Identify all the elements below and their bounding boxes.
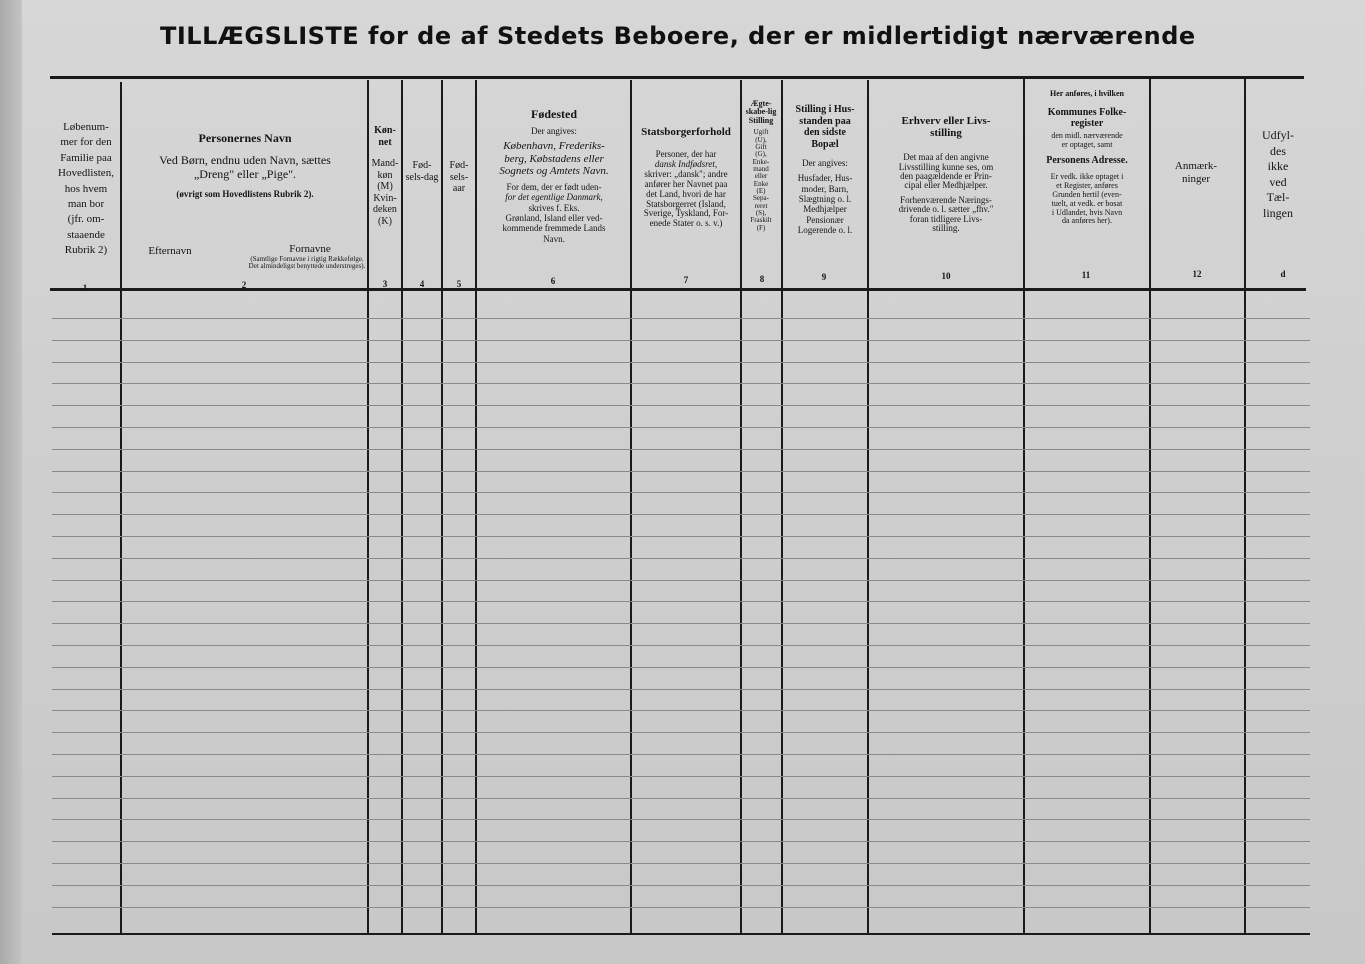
col2-sub-firstnames: Fornavne	[289, 243, 331, 255]
col8-line: Fraskilt	[750, 216, 772, 225]
col-number: d	[1280, 269, 1286, 279]
col7-line: Personer, der har	[655, 149, 717, 160]
entry-row-rule	[52, 405, 1310, 406]
col6-line: berg, Købstadens eller	[504, 152, 604, 165]
col11-line: Grunden hertil (even-	[1052, 189, 1122, 199]
col13-line: des	[1270, 143, 1286, 158]
col7-line: det Land, hvori de har	[646, 188, 726, 199]
divider-9	[867, 80, 869, 934]
entry-row-rule	[52, 536, 1310, 537]
col1-line: Hovedlisten,	[58, 167, 114, 180]
col13-line: ikke	[1267, 159, 1289, 174]
entry-row-rule	[52, 383, 1310, 384]
col9-line: Husfader, Hus-	[797, 173, 853, 184]
entry-row-rule	[52, 776, 1310, 777]
entry-row-rule	[52, 471, 1310, 472]
col-number: 7	[683, 275, 689, 285]
col8-line: Enke-	[752, 157, 770, 166]
col3-line: køn	[377, 169, 393, 181]
col-number: 12	[1192, 269, 1202, 279]
col10-line: den paagældende er Prin-	[900, 170, 992, 181]
col1-header	[53, 120, 119, 259]
col13-line: ved	[1269, 174, 1287, 189]
divider-1	[120, 82, 122, 934]
col8-line: (G),	[755, 150, 767, 159]
col6-line: skrives f. Eks.	[528, 202, 580, 213]
col2-sub-surname: Efternavn	[148, 245, 192, 257]
entry-row-rule	[52, 427, 1310, 428]
col6-line: Sognets og Amtets Navn.	[499, 165, 609, 178]
col11-mid: den midl. nærværende	[1051, 130, 1123, 140]
col7-line: dansk Indfødsret,	[654, 158, 718, 169]
col7-line: Sverige, Tyskland, For-	[643, 208, 729, 219]
col-number: 4	[419, 279, 425, 289]
col2-sub-firstnames-note: (Samtlige Fornavne i rigtig Rækkefølge. Det almindeligst benyttede understreges).	[248, 255, 366, 270]
col5-heading: Fød-sels-aar	[449, 160, 469, 194]
col7-line: anfører her Navnet paa	[644, 178, 728, 189]
col-number: 9	[821, 272, 827, 282]
divider-4	[441, 80, 443, 934]
col10-line: drivende o. l. sætter „fhv."	[898, 204, 994, 215]
col7-heading: Statsborgerforhold	[641, 126, 731, 138]
col9-sub: Der angives:	[802, 158, 848, 168]
col8-line: eller	[754, 172, 768, 181]
col6-line: København, Frederiks-	[503, 140, 605, 153]
form-title: TILLÆGSLISTE for de af Stedets Beboere, der er midlertidigt nærværende	[160, 22, 1196, 50]
col-number: 6	[550, 276, 556, 286]
col8-line: (U),	[755, 135, 767, 144]
entry-row-rule	[52, 907, 1310, 908]
col7-line: Statsborgerret (Island,	[646, 198, 726, 209]
entry-row-rule	[52, 667, 1310, 668]
col13-line: Udfyl-	[1262, 128, 1294, 142]
entry-row-rule	[52, 318, 1310, 319]
entry-row-rule	[52, 863, 1310, 864]
entry-row-rule	[52, 754, 1310, 755]
col6-heading: Fødested	[531, 107, 577, 121]
col7-line: enede Stater o. s. v.)	[649, 218, 723, 229]
col8-line: mand	[753, 164, 769, 173]
col-number: 11	[1081, 270, 1091, 280]
col3-heading: Køn-net	[374, 125, 396, 148]
entry-row-rule	[52, 558, 1310, 559]
col3-header	[369, 125, 401, 227]
col11-heading: Personens Adresse.	[1046, 155, 1128, 167]
col10-line: foran tidligere Livs-	[909, 213, 983, 224]
col11-heading: register	[1070, 117, 1104, 129]
col8-line: Ugift	[753, 128, 769, 137]
table-bottom-rule	[52, 933, 1310, 935]
col9-line: Pensionær	[806, 214, 844, 225]
col9-line: Slægtning o. l.	[798, 194, 852, 205]
col10-line: cipal eller Medhjælper.	[904, 180, 988, 191]
col11-line: Er vedk. ikke optaget i	[1050, 172, 1124, 182]
col-number: 8	[759, 274, 765, 284]
col1-line: (jfr. om-	[67, 213, 105, 226]
col11-line: et Register, anføres	[1056, 181, 1118, 191]
col3-line: (M)	[377, 181, 393, 192]
col13-line: Tæl-	[1266, 190, 1290, 205]
col10-line: stilling.	[932, 223, 960, 234]
col8-line: (F)	[756, 223, 766, 232]
col2-note2: „Dreng" eller „Pige".	[193, 166, 297, 181]
col9-line: moder, Barn,	[801, 183, 849, 194]
col6-header	[478, 108, 630, 244]
entry-row-rule	[52, 362, 1310, 363]
col6-sub: Der angives:	[531, 125, 577, 136]
entry-row-rule	[52, 623, 1310, 624]
col11-heading: Kommunes Folke-	[1047, 106, 1127, 118]
entry-row-rule	[52, 449, 1310, 450]
divider-3	[401, 80, 403, 934]
col12-heading: Anmærk-ninger	[1174, 160, 1218, 185]
entry-row-rule	[52, 689, 1310, 690]
col13-line: lingen	[1263, 205, 1293, 220]
col6-line: Navn.	[543, 233, 565, 244]
col1-line: staaende	[67, 228, 105, 241]
divider-11	[1149, 76, 1151, 934]
header-top-rule	[50, 76, 1304, 79]
entry-row-rule	[52, 340, 1310, 341]
col2-heading: Personernes Navn	[198, 131, 292, 145]
col9-header	[783, 104, 867, 235]
col1-line: Familie paa	[60, 151, 112, 164]
col1-line: man bor	[67, 197, 105, 210]
divider-12	[1244, 76, 1246, 934]
col6-line: kommende fremmede Lands	[502, 223, 606, 234]
col11-header	[1026, 90, 1148, 226]
col11-line: da anføres her).	[1062, 216, 1112, 226]
col3-line: Kvin-	[373, 192, 397, 204]
col10-line: Forhenværende Nærings-	[900, 194, 992, 205]
col9-heading: den sidste	[804, 127, 846, 138]
col8-line: (S),	[755, 208, 767, 217]
col4-heading: Fød-sels-dag	[405, 160, 439, 183]
entry-row-rule	[52, 732, 1310, 733]
entry-row-rule	[52, 601, 1310, 602]
col2-header	[125, 132, 365, 200]
col11-top: Her anføres, i hvilken	[1050, 89, 1124, 98]
col-number: 1	[82, 283, 88, 293]
col13-header	[1248, 128, 1308, 222]
col7-header	[632, 126, 740, 229]
col2-note1: Ved Børn, endnu uden Navn, sættes	[159, 152, 331, 167]
col6-line: For dem, der er født uden-	[506, 182, 602, 193]
col-number: 5	[456, 279, 462, 289]
entry-row-rule	[52, 645, 1310, 646]
col10-header	[870, 116, 1022, 234]
entry-row-rule	[52, 492, 1310, 493]
col9-heading: Stilling i Hus-	[795, 104, 855, 115]
col-number: 3	[382, 279, 388, 289]
col3-line: (K)	[378, 215, 392, 227]
col2-note3: (øvrigt som Hovedlistens Rubrik 2).	[176, 189, 314, 200]
col8-line: (E)	[756, 186, 766, 195]
col8-line: Gift	[755, 142, 767, 151]
entry-row-rule	[52, 885, 1310, 886]
col1-line: hos hvem	[64, 182, 108, 195]
divider-10	[1023, 76, 1025, 934]
entry-row-rule	[52, 798, 1310, 799]
entry-row-rule	[52, 841, 1310, 842]
col6-line: Grønland, Island eller ved-	[505, 213, 603, 224]
col9-heading: standen paa	[799, 115, 851, 127]
col1-line: mer for den	[60, 136, 112, 149]
col10-line: Livsstilling kunne ses, om	[898, 161, 994, 172]
col11-mid: er optaget, samt	[1061, 139, 1113, 149]
col8-line: Sepa-	[753, 194, 769, 203]
col10-line: Det maa af den angivne	[903, 152, 989, 163]
divider-5	[475, 80, 477, 934]
col8-heading: Ægte-skabe-lig Stilling	[745, 99, 777, 125]
col10-heading: Erhverv eller Livs-stilling	[901, 115, 991, 139]
col3-line: deken	[373, 204, 397, 215]
sheet-edge	[0, 0, 22, 964]
entry-row-rule	[52, 710, 1310, 711]
col-number: 10	[941, 271, 951, 281]
col7-line: skriver: „dansk"; andre	[644, 168, 728, 179]
col9-line: Medhjælper	[803, 204, 847, 215]
col11-line: i Udlandet, hvis Navn	[1051, 207, 1123, 217]
col3-line: Mand-	[371, 158, 399, 169]
col8-header	[742, 100, 780, 232]
col9-heading: Bopæl	[811, 138, 839, 150]
col8-line: Enke	[753, 179, 769, 188]
col8-line: reret	[754, 201, 768, 210]
entry-row-rule	[52, 580, 1310, 581]
col1-line: Rubrik 2)	[64, 244, 108, 257]
entry-row-rule	[52, 514, 1310, 515]
entry-row-rule	[52, 819, 1310, 820]
col6-line: for det egentlige Danmark,	[505, 192, 603, 203]
col11-line: tuelt, at vedk. er bosat	[1051, 198, 1123, 208]
col1-line: Løbenum-	[63, 121, 109, 133]
col-number: 2	[241, 280, 247, 290]
col9-line: Logerende o. l.	[797, 225, 853, 236]
